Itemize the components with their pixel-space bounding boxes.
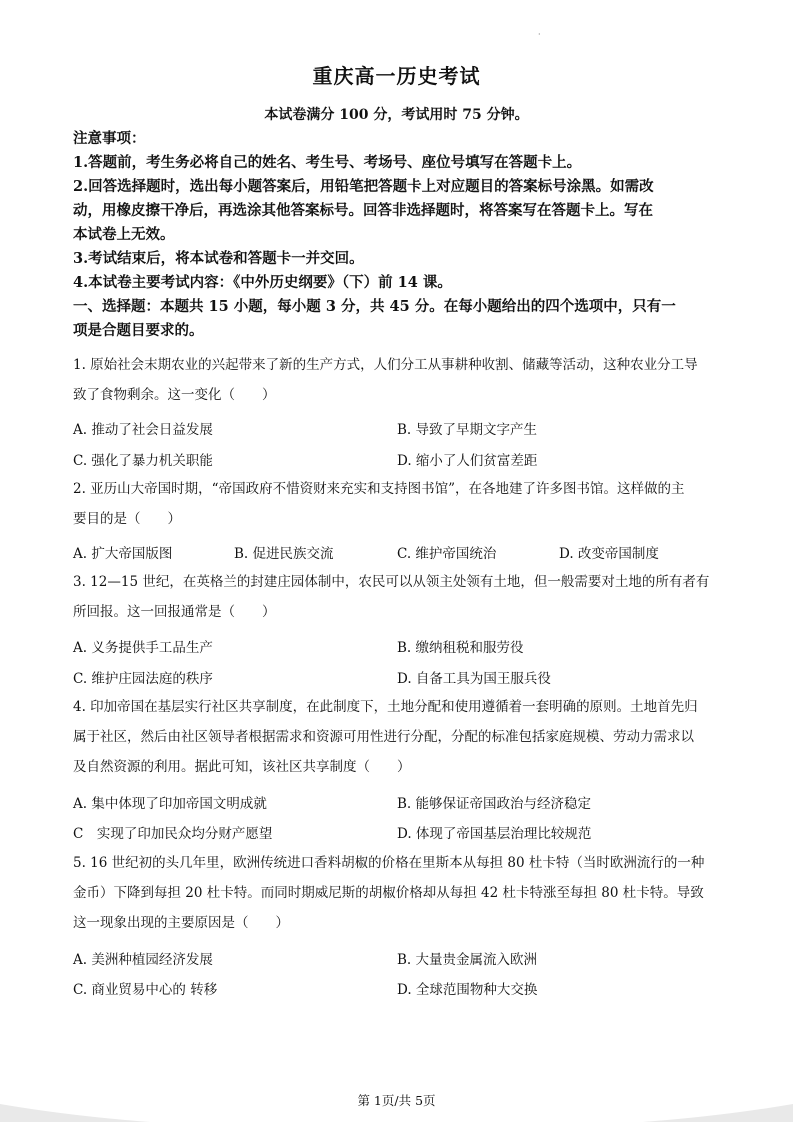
question-3-option-d: D. 自备工具为国王服兵役 [397,671,551,687]
question-1-option-c: C. 强化了暴力机关职能 [73,453,213,469]
section-heading-line-2: 项是合题目要求的。 [73,322,204,339]
question-5-option-a: A. 美洲种植园经济发展 [73,952,213,968]
exam-info: 本试卷满分 100 分，考试用时 75 分钟。 [264,107,529,123]
notice-item-2-line-2: 动，用橡皮擦干净后，再选涂其他答案标号。回答非选择题时，将答案写在答题卡上。写在 [73,202,653,219]
question-5 [73,848,723,938]
notice-item-1: 1.答题前，考生务必将自己的姓名、考生号、考场号、座位号填写在答题卡上。 [73,154,582,171]
question-4 [73,692,723,782]
question-2-line-1: 2. 亚历山大帝国时期，“帝国政府不惜资财来充实和支持图书馆”，在各地建了许多图书馆。这样做的主 [73,481,685,497]
notice-item-4: 4.本试卷主要考试内容：《中外历史纲要》（下）前 14 课。 [73,274,452,291]
question-4-line-3: 及自然资源的利用。据此可知，该社区共享制度（ ） [73,759,411,775]
notice-heading: 注意事项： [73,130,146,147]
notice-block [73,127,723,343]
question-3-option-b: B. 缴纳租税和服劳役 [397,640,524,656]
question-5-option-d: D. 全球范围物种大交换 [397,982,538,998]
question-1-option-b: B. 导致了早期文字产生 [397,422,538,438]
question-2-option-d: D. 改变帝国制度 [559,546,659,562]
question-5-line-1: 5. 16 世纪初的头几年里，欧洲传统进口香料胡椒的价格在里斯本从每担 80 杜卡特（当时欧洲流行的一种 [73,855,705,871]
page-title: 重庆高一历史考试 [312,64,481,88]
notice-item-2-line-1: 2.回答选择题时，选出每小题答案后，用铅笔把答题卡上对应题目的答案标号涂黑。如需改 [73,178,654,195]
question-3 [73,567,723,627]
question-3-line-2: 所回报。这一回报通常是（ ） [73,604,276,620]
question-4-option-a: A. 集中体现了印加帝国文明成就 [73,796,267,812]
question-5-option-c: C. 商业贸易中心的 转移 [73,982,218,998]
question-3-option-c: C. 维护庄园法庭的秩序 [73,671,213,687]
question-5-option-b: B. 大量贵金属流入欧洲 [397,952,538,968]
question-1-line-2: 致了食物剩余。这一变化（ ） [73,387,276,403]
question-1-option-d: D. 缩小了人们贫富差距 [397,453,538,469]
notice-item-3: 3.考试结束后，将本试卷和答题卡一并交回。 [73,250,364,267]
question-2-line-2: 要目的是（ ） [73,511,181,527]
scan-shadow-right [633,1096,793,1122]
question-2-option-b: B. 促进民族交流 [234,546,334,562]
question-4-option-b: B. 能够保证帝国政治与经济稳定 [397,796,592,812]
scan-dot: · [538,30,541,39]
question-4-line-1: 4. 印加帝国在基层实行社区共享制度，在此制度下，土地分配和使用遵循着一套明确的原则。土地首先归 [73,699,698,715]
question-1-line-1: 1. 原始社会末期农业的兴起带来了新的生产方式，人们分工从事耕种收割、储藏等活动，这种农业分工导 [73,357,698,373]
question-3-option-a: A. 义务提供手工品生产 [73,640,213,656]
page-number: 第 1页/共 5页 [357,1093,436,1108]
question-2 [73,474,723,534]
question-1 [73,350,723,410]
question-3-line-1: 3. 12—15 世纪，在英格兰的封建庄园体制中，农民可以从领主处领有土地，但一般需要对土地的所有者有 [73,574,710,590]
question-2-option-c: C. 维护帝国统治 [397,546,497,562]
question-2-option-a: A. 扩大帝国版图 [73,546,173,562]
question-5-line-3: 这一现象出现的主要原因是（ ） [73,915,289,931]
question-1-option-a: A. 推动了社会日益发展 [73,422,213,438]
question-4-option-d: D. 体现了帝国基层治理比较规范 [397,826,592,842]
scan-shadow-left [0,1096,160,1122]
section-heading-line-1: 一、选择题：本题共 15 小题，每小题 3 分，共 45 分。在每小题给出的四个选项中，只有一 [73,298,676,315]
question-4-line-2: 属于社区，然后由社区领导者根据需求和资源可用性进行分配，分配的标准包括家庭规模、劳动力需求以 [73,729,694,745]
question-4-option-c: C 实现了印加民众均分财产愿望 [73,826,273,842]
question-5-line-2: 金币）下降到每担 20 杜卡特。而同时期威尼斯的胡椒价格却从每担 42 杜卡特涨至每担 80 杜卡特。导致 [73,885,704,901]
notice-item-2-line-3: 本试卷上无效。 [73,226,175,243]
